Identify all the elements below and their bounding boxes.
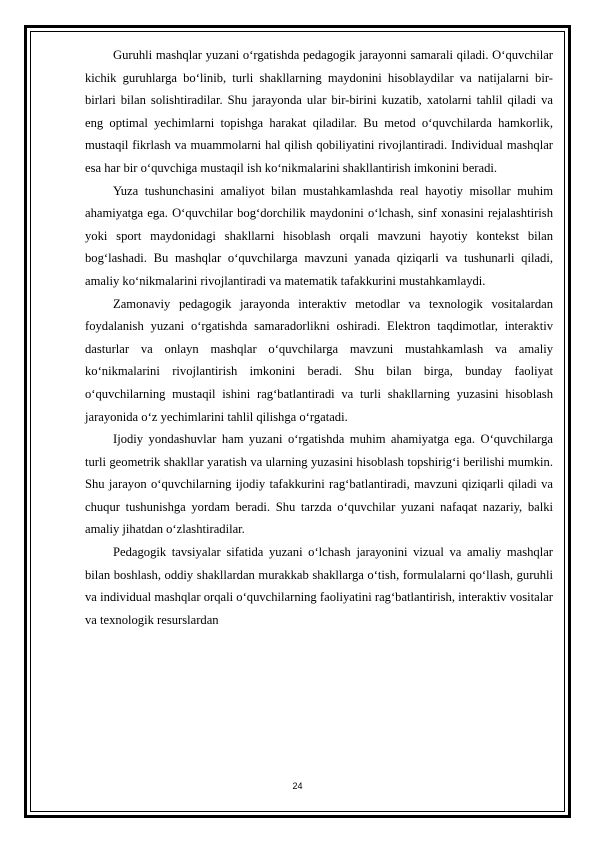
page-number: 24 (292, 781, 303, 791)
paragraph-pedagogical-recommendations: Pedagogik tavsiyalar sifatida yuzani o‘lchash jarayonini vizual va amaliy mashqlar bilan boshlash, oddiy shakllardan murakkab shakllarga o‘tish, formulalarni qo‘llash, guruhli va individual mashqlar orqali o‘quvchilarning faoliyatini rag‘batlantirish, interaktiv vositalar va texnologik resurslardan (85, 545, 553, 627)
paragraph-real-life-examples: Yuza tushunchasini amaliyot bilan mustahkamlashda real hayotiy misollar muhim ahamiyatga ega. O‘quvchilar bog‘dorchilik maydonini o‘lchash, sinf xonasini rejalashtirish yoki sport maydonidagi shakllarni hisoblash orqali mavzuni hayotiy kontekst bilan bog‘lashadi. Bu mashqlar o‘quvchilarga mavzuni yanada qiziqarli va tushunarli qiladi, amaliy ko‘nikmalarini rivojlantiradi va matematik tafakkurini mustahkamlaydi. (85, 183, 553, 288)
document-body (85, 44, 553, 631)
paragraph-interactive-methods: Zamonaviy pedagogik jarayonda interaktiv metodlar va texnologik vositalardan foydalanish yuzani o‘rgatishda samaradorlikni oshiradi. Elektron taqdimotlar, interaktiv dasturlar va onlayn mashqlar o‘quvchilarga mavzuni mustahkamlash va amaliy ko‘nikmalarini rivojlantirish imkonini beradi. Shu bilan birga, bunday faoliyat o‘quvchilarning mustaqil ishini rag‘batlantiradi va turli shakllarning yuzasini hisoblash jarayonida o‘z yechimlarini tahlil qilishga o‘rgatadi. (85, 296, 553, 424)
paragraph-creative-approaches: Ijodiy yondashuvlar ham yuzani o‘rgatishda muhim ahamiyatga ega. O‘quvchilarga turli geometrik shakllar yaratish va ularning yuzasini hisoblash topshirig‘i berilishi mumkin. Shu jarayon o‘quvchilarning ijodiy tafakkurini rag‘batlantiradi, mavzuni qiziqarli qiladi va chuqur tushunishga yordam beradi. Shu tarzda o‘quvchilar yuzani nafaqat nazariy, balki amaliy jihatdan o‘zlashtiradilar. (85, 432, 553, 537)
paragraph-group-exercises: Guruhli mashqlar yuzani o‘rgatishda pedagogik jarayonni samarali qiladi. O‘quvchilar kichik guruhlarga bo‘linib, turli shakllarning maydonini hisoblaydilar va natijalarni bir-birlari bilan solishtiradilar. Shu jarayonda ular bir-birini kuzatib, xatolarni tahlil qiladi va eng optimal yechimlarni topishga harakat qiladilar. Bu metod o‘quvchilarda hamkorlik, mustaqil fikrlash va muammolarni hal qilish qobiliyatini rivojlantiradi. Individual mashqlar esa har bir o‘quvchiga mustaqil ish ko‘nikmalarini shakllantirish imkonini beradi. (85, 48, 553, 175)
